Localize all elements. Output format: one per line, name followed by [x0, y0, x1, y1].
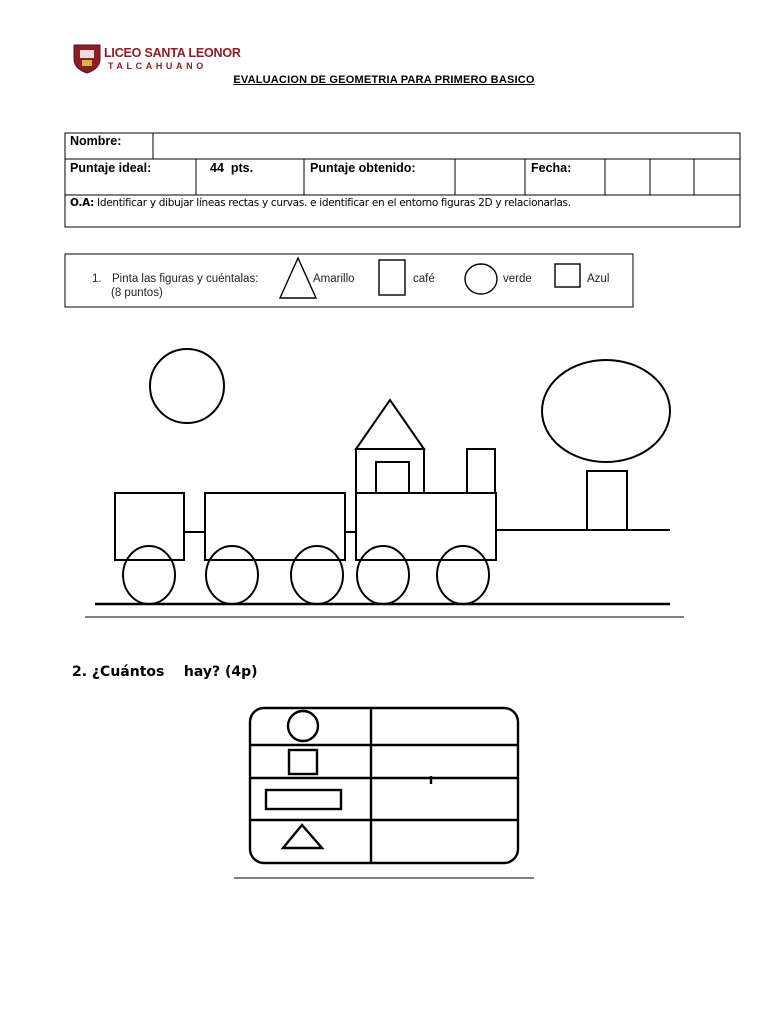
name-label: Nombre: — [70, 134, 122, 148]
question1-instruction: Pinta las figuras y cuéntalas: — [112, 273, 259, 285]
wheel5-circle — [437, 546, 489, 604]
wagon1-square — [115, 493, 184, 560]
page-title: EVALUACION DE GEOMETRIA PARA PRIMERO BASICO — [233, 74, 535, 86]
legend-label-verde: verde — [503, 273, 532, 285]
oa-label: O.A: — [70, 197, 95, 209]
cabin-square — [356, 449, 424, 493]
wheel2-circle — [206, 546, 258, 604]
legend-label-azul: Azul — [587, 273, 610, 285]
wagon2-rectangle — [205, 493, 345, 560]
legend-rectangle-icon — [379, 260, 405, 295]
ideal-score-label: Puntaje ideal: — [70, 161, 152, 175]
legend-circle-icon — [465, 264, 497, 294]
date-label: Fecha: — [531, 161, 572, 175]
tree-crown-circle — [542, 360, 670, 462]
school-city: TALCAHUANO — [108, 61, 207, 71]
wheel1-circle — [123, 546, 175, 604]
sun-circle — [150, 349, 224, 423]
tree-trunk-rectangle — [587, 471, 627, 530]
count-square-icon — [289, 750, 317, 774]
count-circle-icon — [288, 711, 318, 741]
legend-triangle-icon — [280, 258, 316, 298]
obtained-score-label: Puntaje obtenido: — [310, 161, 416, 175]
wheel3-circle — [291, 546, 343, 604]
legend-label-amarillo: Amarillo — [313, 273, 355, 285]
learning-objective — [70, 197, 571, 209]
question1-number: 1. — [92, 273, 102, 285]
count-rectangle-icon — [266, 790, 341, 809]
count-triangle-icon — [283, 825, 322, 848]
question1-points: (8 puntos) — [111, 287, 163, 299]
info-table-grid — [65, 133, 740, 227]
wheel4-circle — [357, 546, 409, 604]
legend-label-cafe: café — [413, 273, 435, 285]
roof-triangle — [356, 400, 424, 449]
question2-heading: 2. ¿Cuántos hay? (4p) — [72, 664, 258, 680]
legend-square-icon — [555, 264, 580, 287]
oa-text: Identificar y dibujar líneas rectas y curvas. e identificar en el entorno figuras 2D y relacionarlas. — [94, 197, 571, 209]
school-name: LICEO SANTA LEONOR — [104, 46, 241, 60]
chimney-rectangle — [467, 449, 495, 493]
ideal-score-value: 44 pts. — [210, 161, 254, 175]
window-square — [376, 462, 409, 493]
